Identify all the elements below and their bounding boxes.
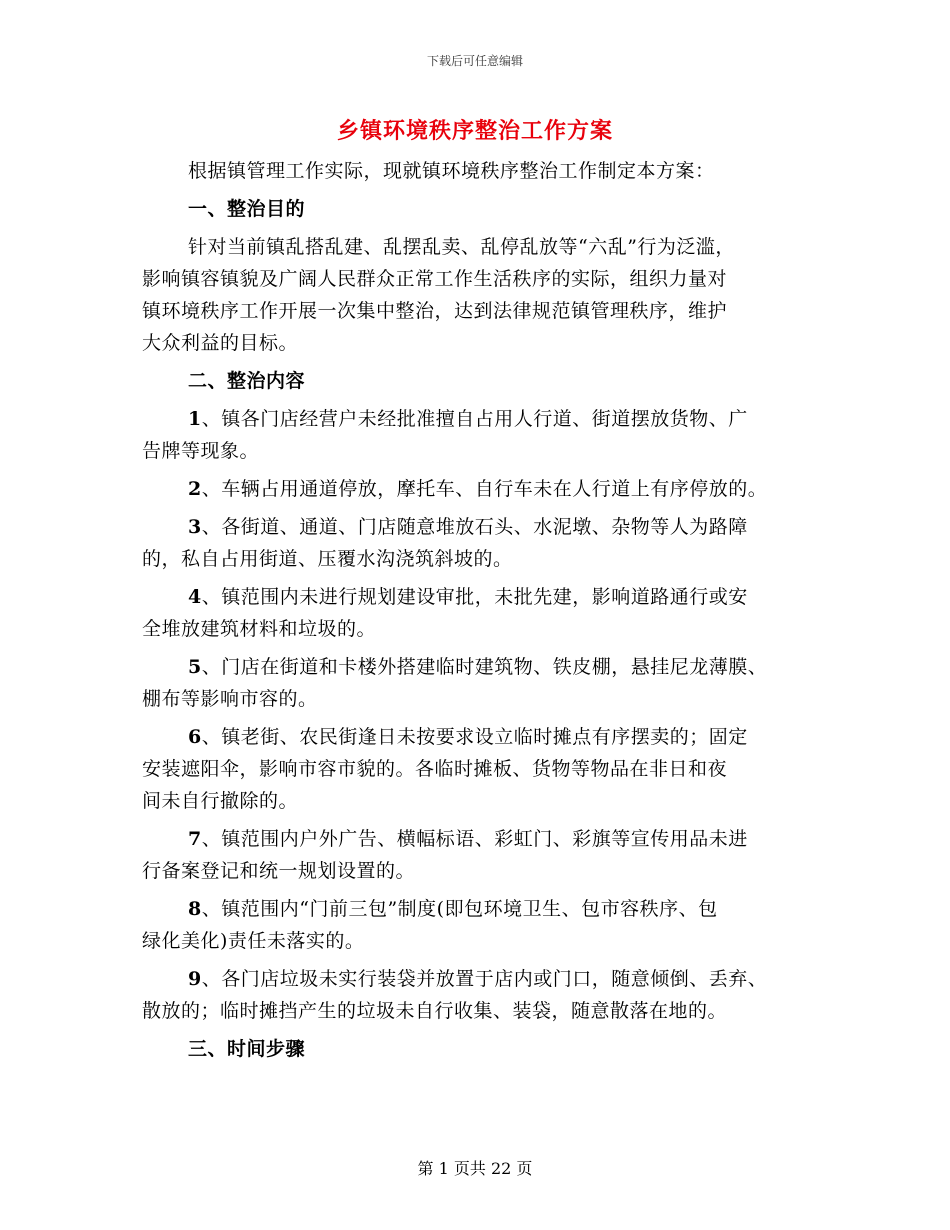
page-footer: 第 1 页共 22 页: [417, 1159, 533, 1178]
list-item-number: 2: [188, 478, 202, 500]
list-item-text: 、车辆占用通道停放，摩托车、自行车未在人行道上有序停放的。: [201, 478, 768, 500]
list-item-text: 、镇范围内“门前三包”制度(即包环境卫生、包市容秩序、包: [201, 898, 718, 920]
list-item-number: 4: [188, 586, 202, 608]
paragraph-line: 镇环境秩序工作开展一次集中整治，达到法律规范镇管理秩序，维护: [142, 300, 728, 322]
purpose-paragraph: [142, 231, 814, 359]
list-item-number: 9: [188, 968, 202, 990]
list-item-line: 安装遮阳伞，影响市容市貌的。各临时摊板、货物等物品在非日和夜: [142, 758, 728, 780]
list-item: [142, 511, 814, 575]
section-heading-schedule: 三、时间步骤: [188, 1038, 306, 1060]
list-item-line: 行备案登记和统一规划设置的。: [142, 860, 416, 882]
paragraph-line: 针对当前镇乱搭乱建、乱摆乱卖、乱停乱放等“六乱”行为泛滥，: [188, 236, 735, 258]
paragraph-line: 大众利益的目标。: [142, 332, 299, 354]
list-item: [142, 893, 814, 957]
list-item: [142, 581, 814, 645]
list-item-line: 散放的；临时摊挡产生的垃圾未自行收集、装袋，随意散落在地的。: [142, 1000, 728, 1022]
list-item-line: 全堆放建筑材料和垃圾的。: [142, 618, 377, 640]
list-item: [142, 473, 814, 505]
list-item-line: [142, 403, 814, 435]
list-item-text: 、镇各门店经营户未经批准擅自占用人行道、街道摆放货物、广: [201, 408, 748, 430]
document-title: 乡镇环境秩序整治工作方案: [336, 118, 613, 144]
list-item-line: [142, 473, 814, 505]
list-item-line: [142, 511, 814, 543]
list-item-number: 3: [188, 516, 202, 538]
list-item-line: 告牌等现象。: [142, 440, 260, 462]
list-item: [142, 651, 814, 715]
list-item-text: 、镇范围内未进行规划建设审批，未批先建，影响道路通行或安: [201, 586, 748, 608]
document-body: [142, 155, 814, 1071]
list-item-line: [142, 651, 814, 683]
list-item-number: 7: [188, 828, 202, 850]
list-item-line: [142, 893, 814, 925]
list-item-text: 、各门店垃圾未实行装袋并放置于店内或门口，随意倾倒、丢弃、: [201, 968, 768, 990]
list-item-text: 、镇范围内户外广告、横幅标语、彩虹门、彩旗等宣传用品未进: [201, 828, 748, 850]
list-item-text: 、门店在街道和卡楼外搭建临时建筑物、铁皮棚，悬挂尼龙薄膜、: [201, 656, 768, 678]
list-item-line: 间未自行撤除的。: [142, 790, 299, 812]
list-item-text: 、镇老街、农民街逢日未按要求设立临时摊点有序摆卖的；固定: [201, 726, 748, 748]
list-item-line: [142, 721, 814, 753]
list-item-line: [142, 581, 814, 613]
list-item: [142, 721, 814, 817]
list-item-number: 1: [188, 408, 202, 430]
list-item: [142, 823, 814, 887]
list-item-line: 的，私自占用街道、压覆水沟浇筑斜坡的。: [142, 548, 513, 570]
list-item-number: 8: [188, 898, 202, 920]
list-item-line: [142, 823, 814, 855]
list-item: [142, 403, 814, 467]
list-item: [142, 963, 814, 1027]
list-item-number: 5: [188, 656, 202, 678]
list-item-line: [142, 963, 814, 995]
page-header: 下载后可任意编辑: [426, 54, 523, 68]
list-item-text: 、各街道、通道、门店随意堆放石头、水泥墩、杂物等人为路障: [201, 516, 748, 538]
paragraph-line: 影响镇容镇貌及广阔人民群众正常工作生活秩序的实际，组织力量对: [142, 268, 728, 290]
list-item-number: 6: [188, 726, 202, 748]
content-items-list: [142, 403, 814, 1027]
section-heading-purpose: 一、整治目的: [188, 198, 306, 220]
section-heading-content: 二、整治内容: [188, 370, 306, 392]
intro-paragraph: 根据镇管理工作实际，现就镇环境秩序整治工作制定本方案：: [188, 160, 715, 182]
list-item-line: 绿化美化)责任未落实的。: [142, 930, 365, 952]
list-item-line: 棚布等影响市容的。: [142, 688, 318, 710]
